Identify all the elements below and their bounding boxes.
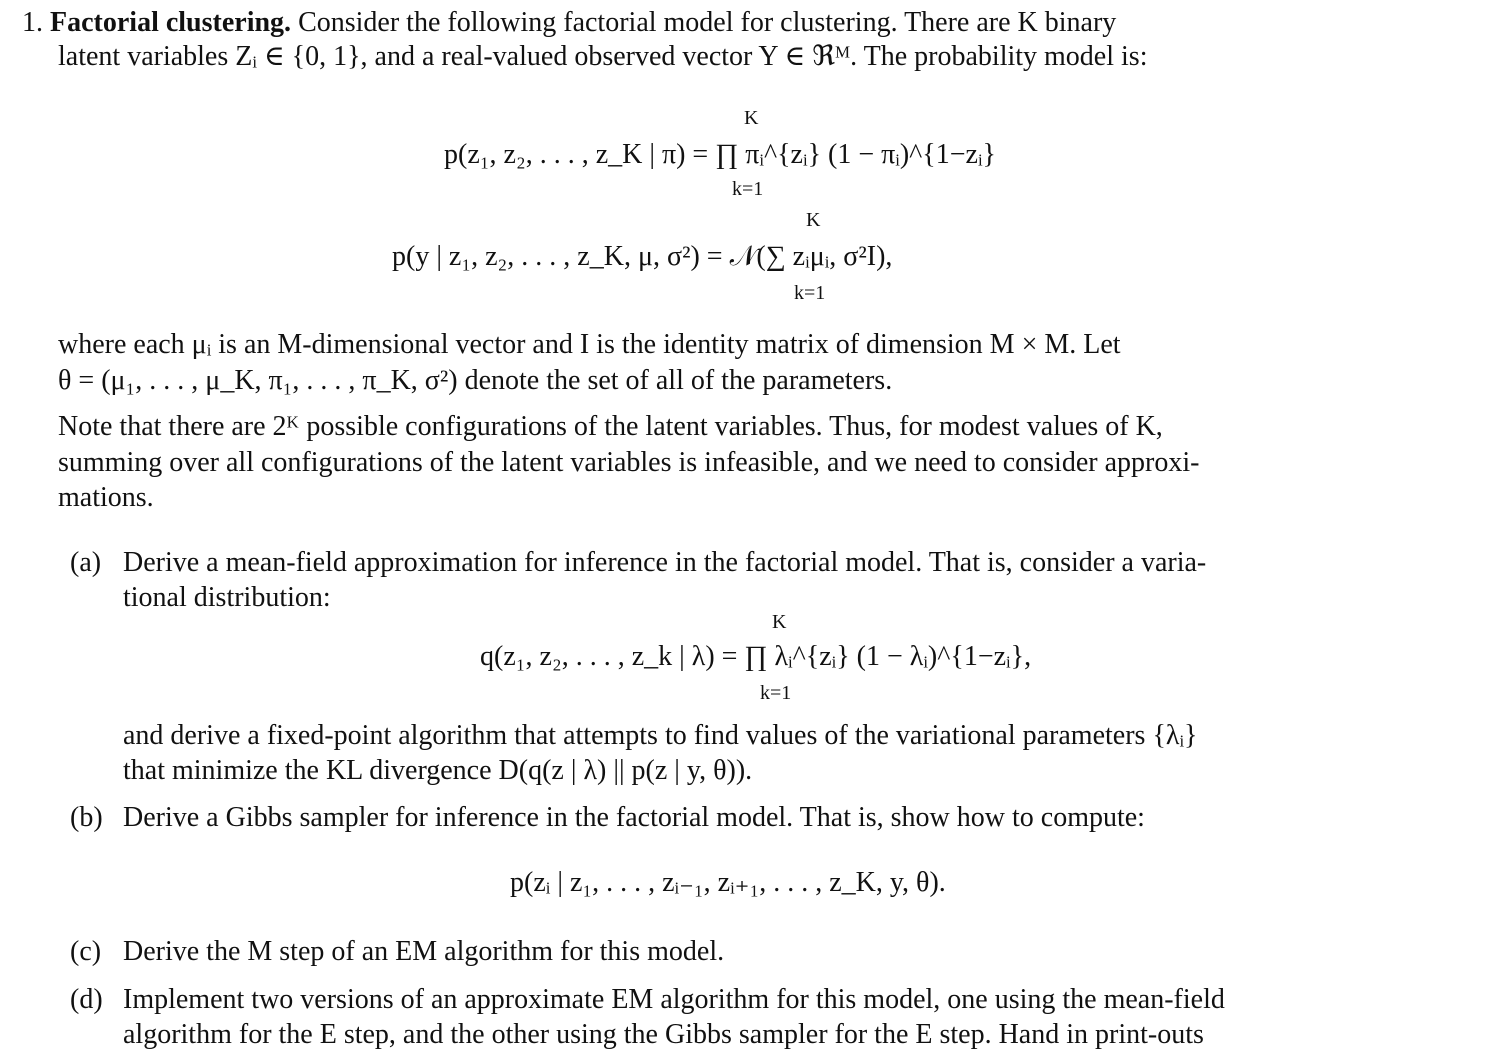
- variational-equation: q(z₁, z₂, . . . , z_k | λ) = ∏ λᵢ^{zᵢ} (1 − λᵢ)^{1−zᵢ},: [480, 641, 1032, 672]
- part-a-line-1: Derive a mean-field approximation for inference in the factorial model. That is, consider a varia-: [123, 547, 1207, 578]
- problem-text-1: Consider the following factorial model for clustering. There are K binary: [298, 7, 1117, 38]
- part-b-line-1: Derive a Gibbs sampler for inference in the factorial model. That is, show how to compute:: [123, 802, 1145, 833]
- variational-prod-upper: K: [772, 611, 787, 633]
- where-line-1: where each μᵢ is an M-dimensional vector and I is the identity matrix of dimension M × M. Let: [58, 329, 1121, 360]
- part-a-label: (a): [70, 547, 102, 578]
- part-c-label: (c): [70, 936, 102, 967]
- part-a-line-3: and derive a fixed-point algorithm that attempts to find values of the variational parameters {λᵢ}: [123, 720, 1198, 751]
- prior-equation: p(z₁, z₂, . . . , z_K | π) = ∏ πᵢ^{zᵢ} (1 − πᵢ)^{1−zᵢ}: [444, 139, 996, 170]
- part-a-line-2: tional distribution:: [123, 582, 331, 613]
- where-line-2: θ = (μ₁, . . . , μ_K, π₁, . . . , π_K, σ²) denote the set of all of the parameters.: [58, 365, 893, 396]
- prior-prod-lower: k=1: [732, 178, 764, 200]
- part-c-line-1: Derive the M step of an EM algorithm for this model.: [123, 936, 725, 967]
- part-d-label: (d): [70, 984, 103, 1015]
- gibbs-equation: p(zᵢ | z₁, . . . , zᵢ₋₁, zᵢ₊₁, . . . , z_K, y, θ).: [510, 867, 946, 898]
- note-line-2: summing over all configurations of the latent variables is infeasible, and we need to consider approxi-: [58, 447, 1200, 478]
- likelihood-sum-upper: K: [806, 209, 821, 231]
- part-a-line-4: that minimize the KL divergence D(q(z | λ) || p(z | y, θ)).: [123, 755, 753, 786]
- problem-intro-line-1: [22, 6, 1116, 40]
- variational-prod-lower: k=1: [760, 682, 792, 704]
- part-d-line-2: algorithm for the E step, and the other using the Gibbs sampler for the E step. Hand in print-outs: [123, 1019, 1204, 1050]
- part-d-line-1: Implement two versions of an approximate EM algorithm for this model, one using the mean-field: [123, 984, 1225, 1015]
- problem-number: 1.: [22, 7, 43, 38]
- prior-prod-upper: K: [744, 107, 759, 129]
- part-b-label: (b): [70, 802, 103, 833]
- problem-intro-line-2: latent variables Zᵢ ∈ {0, 1}, and a real-valued observed vector Y ∈ ℜᴹ. The probability model is:: [58, 41, 1148, 72]
- likelihood-sum-lower: k=1: [794, 282, 826, 304]
- likelihood-equation: p(y | z₁, z₂, . . . , z_K, μ, σ²) = 𝒩(∑ zᵢμᵢ, σ²I),: [392, 241, 893, 272]
- problem-title: Factorial clustering.: [50, 7, 292, 38]
- note-line-3: mations.: [58, 482, 154, 513]
- note-line-1: Note that there are 2ᴷ possible configurations of the latent variables. Thus, for modest values of K,: [58, 411, 1163, 442]
